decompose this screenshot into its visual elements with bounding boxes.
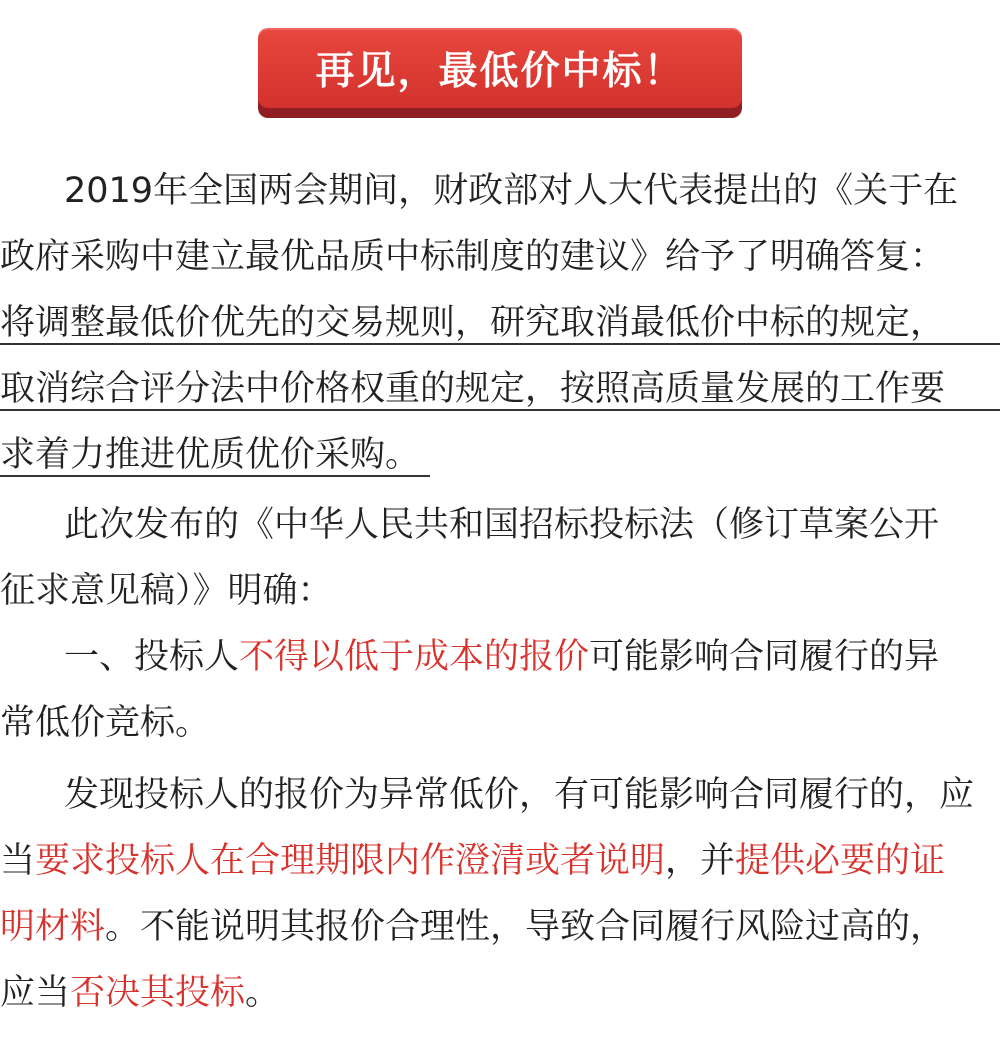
highlight-text: 提供必要的证 xyxy=(735,841,946,881)
text-segment: 。不能说明其报价合理性，导致合同履行风险过高的， xyxy=(105,907,946,947)
paragraph-1-line-3: 将调整最低价优先的交易规则，研究取消最低价中标的规定， xyxy=(0,303,946,343)
text-segment: ，并 xyxy=(665,841,736,881)
paragraph-4-line-3 xyxy=(0,894,1000,960)
text-segment: 应当 xyxy=(0,973,71,1013)
paragraph-2-line-1: 此次发布的《中华人民共和国招标投标法（修订草案公开 xyxy=(64,505,940,545)
underline-rule xyxy=(0,475,430,477)
paragraph-1-line-2: 政府采购中建立最优品质中标制度的建议》给予了明确答复： xyxy=(0,237,946,277)
paragraph-4-line-2 xyxy=(0,828,1000,894)
paragraph-4-line-4 xyxy=(0,960,1000,1026)
highlight-text: 否决其投标 xyxy=(70,973,246,1013)
text-segment: 。 xyxy=(245,973,281,1013)
text-segment: 一、投标人 xyxy=(64,637,240,677)
page-title: 再见，最低价中标！ xyxy=(315,49,685,94)
paragraph-1-line-1: 2019年全国两会期间，财政部对人大代表提出的《关于在 xyxy=(64,171,959,211)
paragraph-1-line-5: 求着力推进优质优价采购。 xyxy=(0,435,421,475)
text-segment: 当 xyxy=(0,841,36,881)
underline-rule xyxy=(0,409,1000,411)
text-segment: 可能影响合同履行的异 xyxy=(589,637,940,677)
paragraph-4-line-1: 发现投标人的报价为异常低价，有可能影响合同履行的，应 xyxy=(64,775,975,815)
paragraph-3-line-1 xyxy=(0,624,1000,690)
underline-rule xyxy=(0,343,1000,345)
paragraph-1-line-4: 取消综合评分法中价格权重的规定，按照高质量发展的工作要 xyxy=(0,369,946,409)
highlight-text: 不得以低于成本的报价 xyxy=(239,637,590,677)
highlight-text: 要求投标人在合理期限内作澄清或者说明 xyxy=(35,841,666,881)
highlight-text: 明材料 xyxy=(0,907,106,947)
paragraph-2-line-2: 征求意见稿）》明确： xyxy=(0,571,333,611)
paragraph-3-line-2: 常低价竞标。 xyxy=(0,703,211,743)
